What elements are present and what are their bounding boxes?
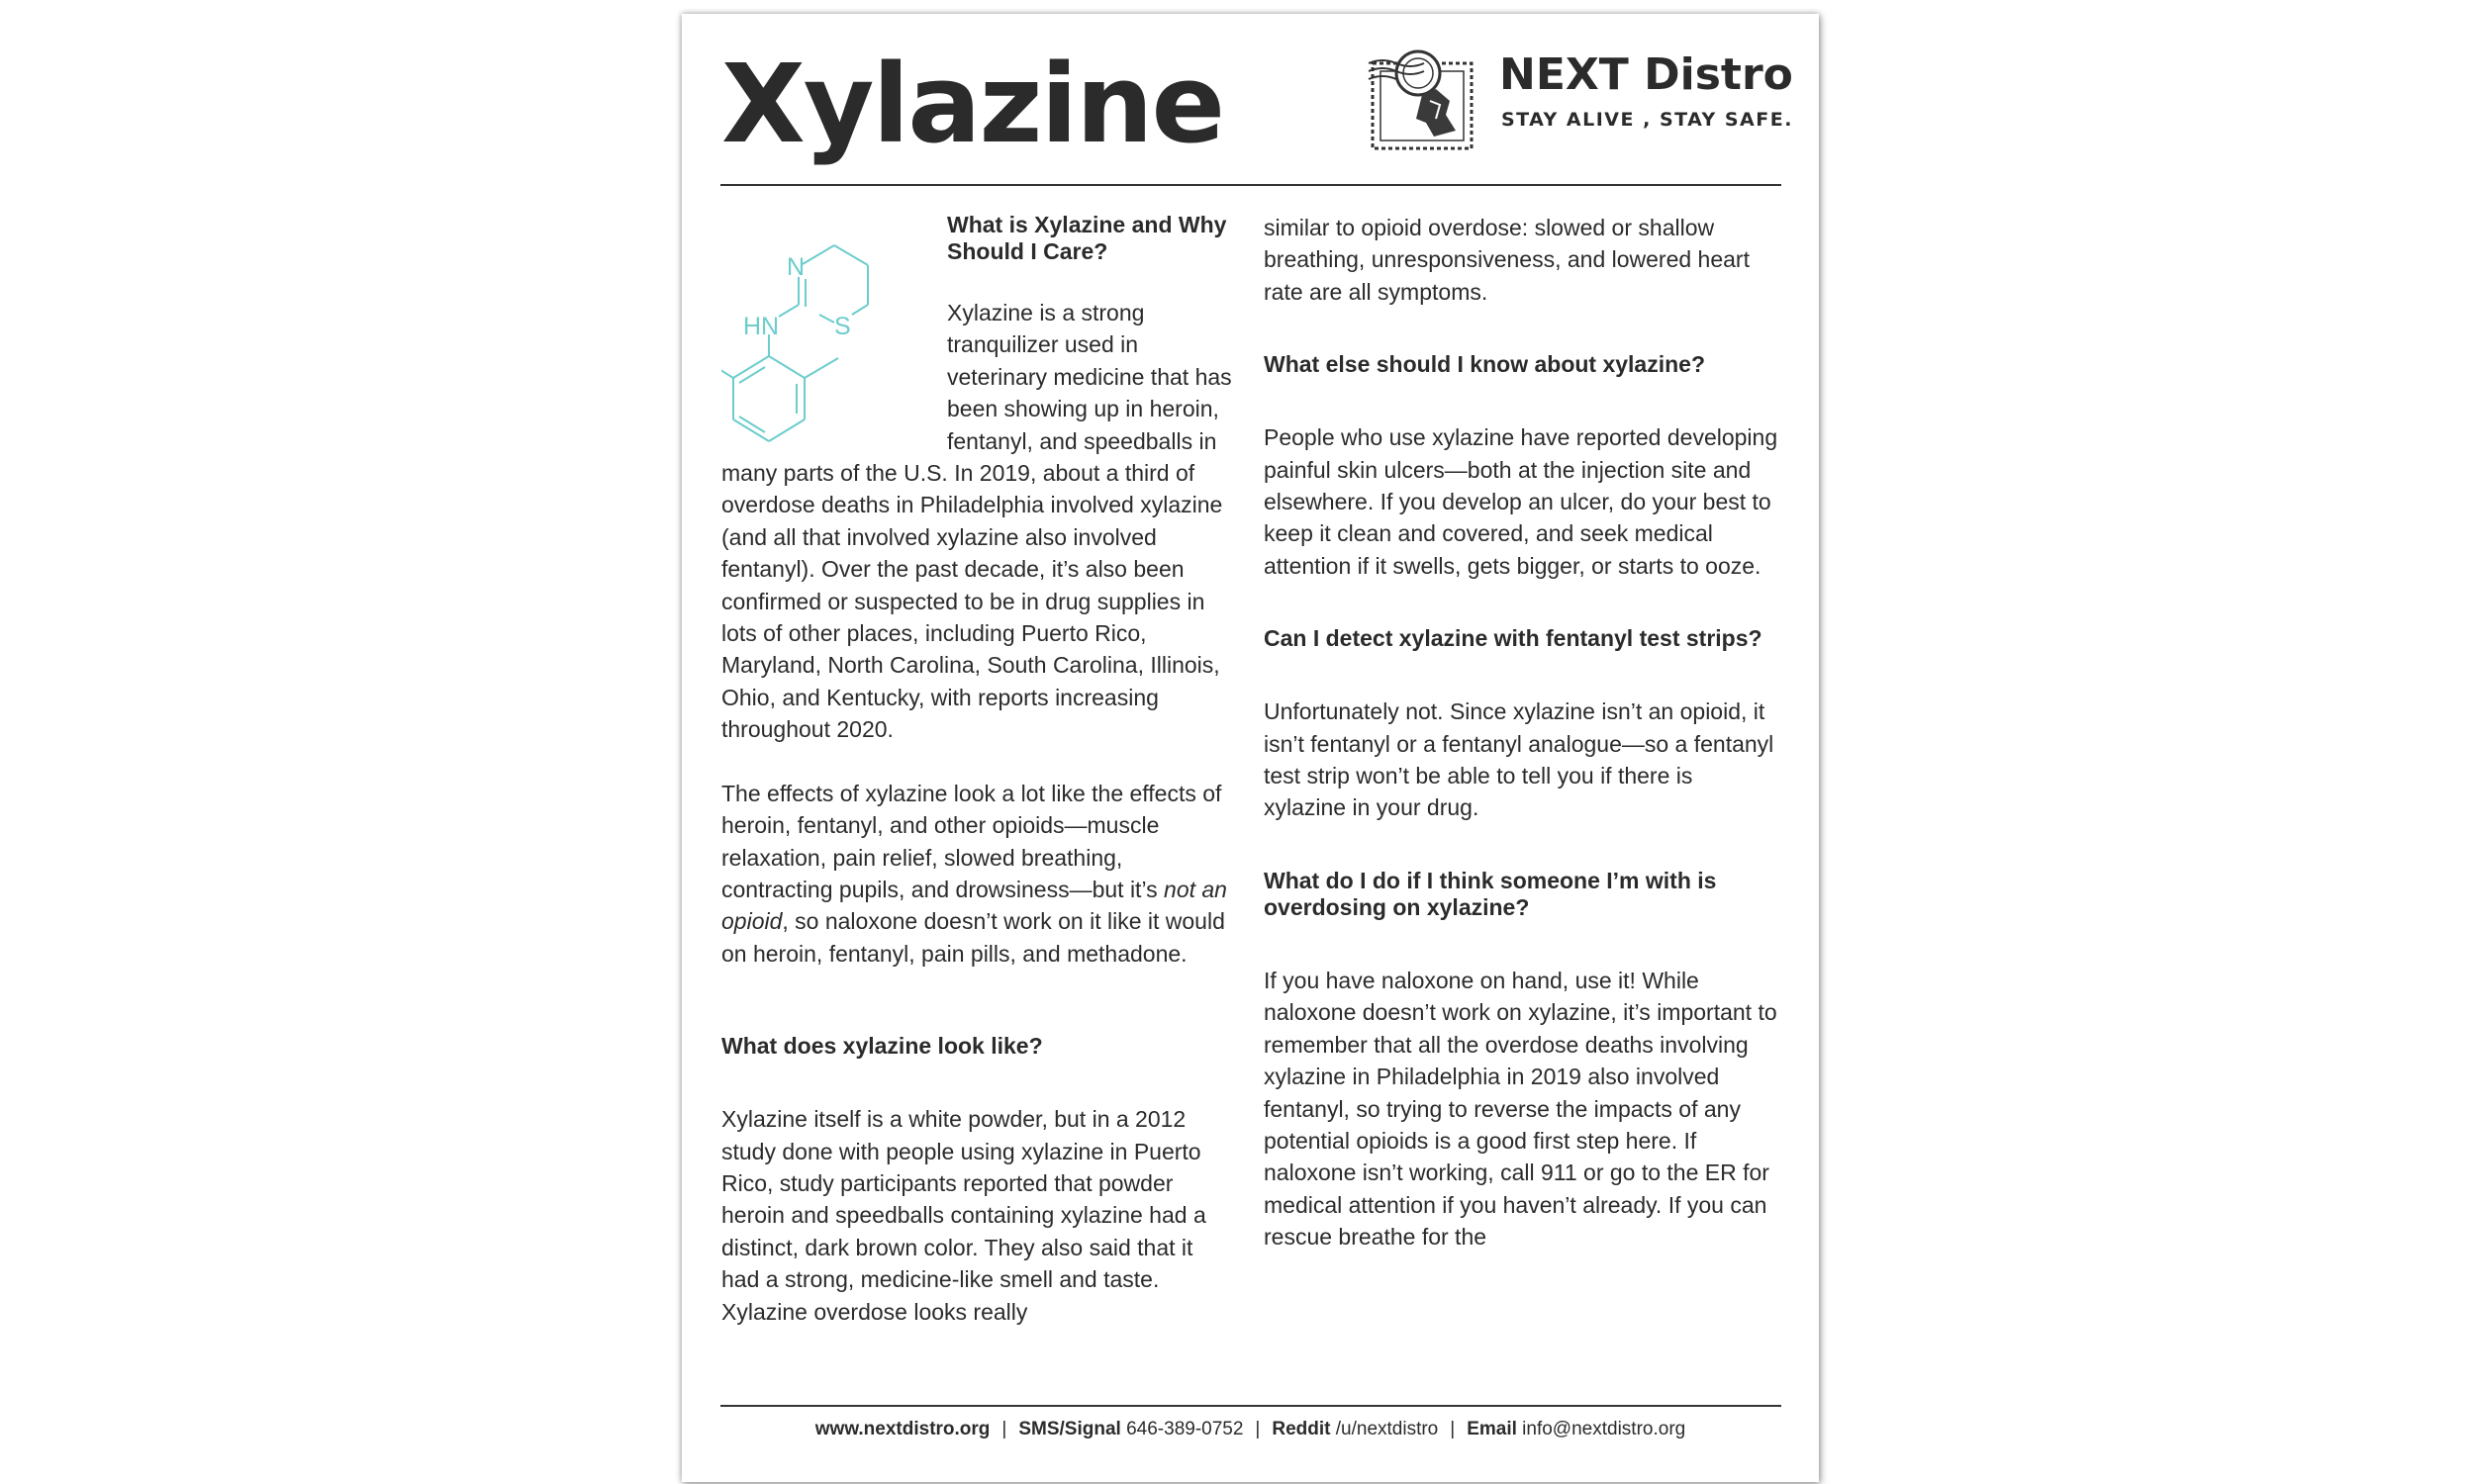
molecule-label-hn: HN xyxy=(743,313,780,340)
right-column xyxy=(1264,212,1778,1253)
paragraph-overdose-response: If you have naloxone on hand, use it! While naloxone doesn’t work on xylazine, it’s important to remember that all the overdose deaths involving xylazine in Philadelphia in 2019 also involved fentanyl, so trying to reverse the impacts of any potential opioids is a good first step here. If naloxone isn’t working, call 911 or go to the ER for medical attention if you haven’t already. If you can rescue breathe for the xyxy=(1264,967,1777,1251)
paragraph-overdose-symptoms: similar to opioid overdose: slowed or shallow breathing, unresponsiveness, and lowered heart rate are all symptoms. xyxy=(1264,215,1750,305)
contact-footer: www.nextdistro.org | SMS/Signal 646-389-0752 | Reddit /u/nextdistro | Email info@nextdistro.org xyxy=(814,1419,1686,1439)
section-heading-what-is-xylazine: What is Xylazine and Why Should I Care? xyxy=(947,212,1227,264)
section-heading-what-does-it-look-like: What does xylazine look like? xyxy=(721,1033,1043,1060)
logo-tagline: STAY ALIVE , STAY SAFE. xyxy=(1501,109,1793,131)
section-heading-what-else: What else should I know about xylazine? xyxy=(1264,351,1706,378)
xylazine-molecule-diagram xyxy=(721,220,919,447)
header-divider xyxy=(720,184,1781,186)
page-title: Xylazine xyxy=(721,41,1224,167)
section-heading-test-strips: Can I detect xylazine with fentanyl test strips? xyxy=(1264,625,1762,652)
paragraph-test-strips: Unfortunately not. Since xylazine isn’t an opioid, it isn’t fentanyl or a fentanyl analogue—so a fentanyl test strip won’t be able to tell you if there is xylazine in your drug. xyxy=(1264,698,1774,821)
section-heading-overdosing: What do I do if I think someone I’m with is overdosing on xylazine? xyxy=(1264,867,1717,920)
reddit-label: Reddit xyxy=(1272,1419,1331,1439)
flyer-page xyxy=(682,14,1819,1482)
molecule-label-s: S xyxy=(834,313,851,340)
left-column xyxy=(721,212,1236,1328)
molecule-label-n: N xyxy=(787,253,806,281)
email-label: Email xyxy=(1467,1419,1517,1439)
website-link[interactable]: www.nextdistro.org xyxy=(814,1419,991,1439)
paragraph-effects: The effects of xylazine look a lot like the effects of heroin, fentanyl, and other opioids—muscle relaxation, pain relief, slowed breathing, contracting pupils, and drowsiness—but it’s not an opioid, so naloxone doesn’t work on it like it would on heroin, fentanyl, pain pills, and methadone. xyxy=(721,780,1227,967)
logo-name: NEXT Distro xyxy=(1499,49,1793,100)
sms-label: SMS/Signal xyxy=(1018,1419,1121,1439)
next-distro-logo xyxy=(1365,49,1793,158)
email-address[interactable]: info@nextdistro.org xyxy=(1522,1419,1686,1439)
footer-divider xyxy=(720,1405,1781,1407)
paragraph-skin-ulcers: People who use xylazine have reported developing painful skin ulcers—both at the injection site and elsewhere. If you develop an ulcer, do your best to keep it clean and covered, and seek medical attention if it swells, gets bigger, or starts to ooze. xyxy=(1264,424,1778,579)
paragraph-what-is-xylazine: Xylazine is a strong tranquilizer used in veterinary medicine that has been showing up in heroin, fentanyl, and speedballs in many parts of the U.S. In 2019, about a third of overdose deaths in Philadelphia involved xylazine (and all that involved xylazine also involved fentanyl). Over the past decade, it’s also been confirmed or suspected to be in drug supplies in lots of other places, including Puerto Rico, Maryland, North Carolina, South Carolina, Illinois, Ohio, and Kentucky, with reports increasing throughout 2020. xyxy=(721,300,1232,743)
paragraph-appearance: Xylazine itself is a white powder, but in a 2012 study done with people using xylazine in Puerto Rico, study participants reported that powder heroin and speedballs containing xylazine had a distinct, dark brown color. They also said that it had a strong, medicine-like smell and taste. Xylazine overdose looks really xyxy=(721,1106,1206,1325)
sms-number[interactable]: 646-389-0752 xyxy=(1126,1419,1244,1439)
reddit-handle[interactable]: /u/nextdistro xyxy=(1335,1419,1439,1439)
postage-stamp-logo-icon xyxy=(1365,49,1493,158)
emphasis-not-an-opioid: not an opioid xyxy=(721,876,1227,935)
